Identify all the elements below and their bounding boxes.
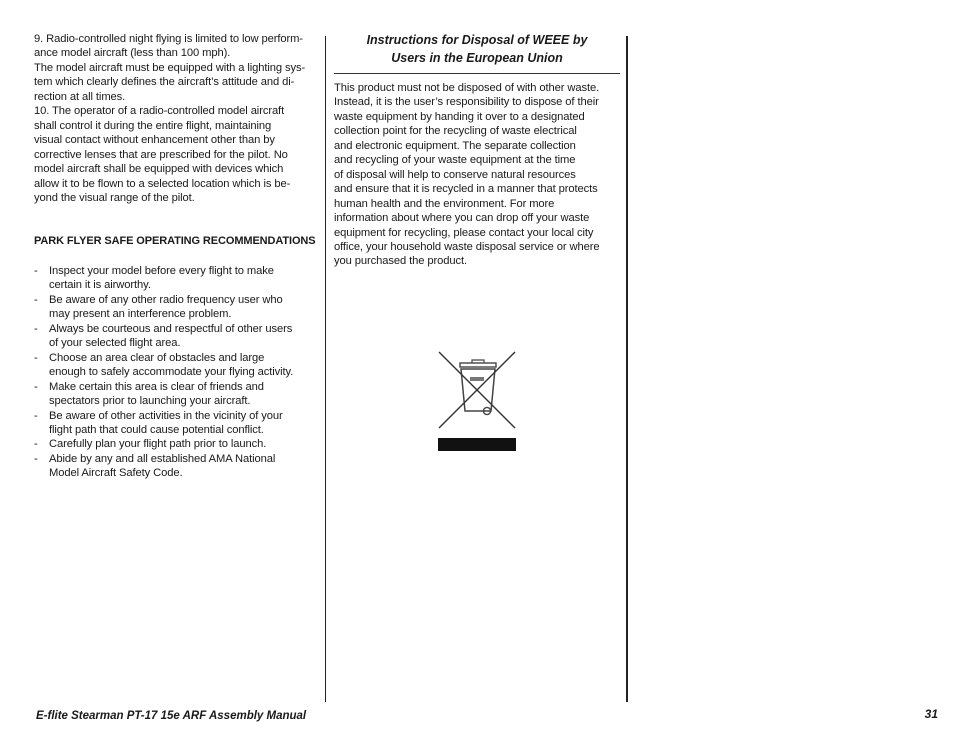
text-line: Instead, it is the user’s responsibility to dispose of their — [334, 96, 599, 109]
text-line: information about where you can drop off your waste — [334, 212, 590, 225]
text-line: The model aircraft must be equipped with a lighting sys- — [34, 61, 306, 74]
weee-heading-line: Instructions for Disposal of WEEE by — [366, 33, 588, 47]
text-line: shall control it during the entire flight, maintaining — [34, 119, 272, 132]
bullet-dash: - — [34, 293, 38, 306]
text-line: and electronic equipment. The separate collection — [334, 139, 576, 152]
weee-heading — [334, 32, 620, 67]
column-divider — [626, 36, 628, 702]
footer-manual-title: E-flite Stearman PT-17 15e ARF Assembly Manual — [36, 710, 307, 722]
left-column-text — [34, 32, 319, 205]
weee-body-text — [334, 81, 624, 269]
list-item — [34, 452, 324, 481]
page-number: 31 — [924, 707, 938, 721]
text-line: you purchased the product. — [334, 255, 467, 268]
text-line: model aircraft shall be equipped with devices which — [34, 163, 284, 176]
bullet-dash: - — [34, 452, 38, 465]
list-item-line: Abide by any and all established AMA National — [49, 452, 276, 465]
list-item-line: of your selected flight area. — [49, 337, 181, 350]
list-item-line: spectators prior to launching your aircraft. — [49, 395, 251, 408]
list-item — [34, 409, 324, 438]
bullet-dash: - — [34, 438, 38, 451]
list-item — [34, 322, 324, 351]
text-line: visual contact without enhancement other than by — [34, 134, 275, 147]
list-item — [34, 351, 324, 380]
list-item-line: flight path that could cause potential conflict. — [49, 423, 264, 436]
text-line: equipment for recycling, please contact your local city — [334, 226, 594, 239]
text-line: collection point for the recycling of waste electrical — [334, 125, 577, 138]
list-item-line: enough to safely accommodate your flying activity. — [49, 366, 294, 379]
text-line: corrective lenses that are prescribed for the pilot. No — [34, 148, 288, 161]
text-line: ance model aircraft (less than 100 mph). — [34, 47, 231, 60]
heading-rule — [334, 73, 620, 74]
recommendations-list — [34, 264, 324, 481]
list-item-line: Be aware of any other radio frequency user who — [49, 293, 283, 306]
bullet-dash: - — [34, 322, 38, 335]
column-divider — [325, 36, 326, 702]
list-item-line: Always be courteous and respectful of other users — [49, 322, 293, 335]
list-item — [34, 264, 324, 293]
list-item-line: Inspect your model before every flight to make — [49, 265, 274, 277]
list-item — [34, 437, 324, 451]
list-item-line: Be aware of other activities in the vicinity of your — [49, 409, 283, 422]
text-line: This product must not be disposed of with other waste. — [334, 82, 600, 94]
bullet-dash: - — [34, 265, 38, 277]
list-item-line: Model Aircraft Safety Code. — [49, 467, 183, 480]
park-flyer-heading: PARK FLYER SAFE OPERATING RECOMMENDATIONS — [34, 235, 316, 247]
bullet-dash: - — [34, 380, 38, 393]
text-line: human health and the environment. For more — [334, 197, 555, 210]
text-line: allow it to be flown to a selected location which is be- — [34, 177, 291, 190]
weee-heading-line: Users in the European Union — [391, 50, 563, 65]
list-item — [34, 293, 324, 322]
text-line: office, your household waste disposal service or where — [334, 240, 600, 253]
crossed-out-wheelie-bin-icon — [436, 349, 518, 453]
list-item-line: Make certain this area is clear of friends and — [49, 380, 264, 393]
list-item — [34, 380, 324, 409]
list-item-line: certain it is airworthy. — [49, 279, 151, 292]
list-item-line: Carefully plan your flight path prior to launch. — [49, 438, 267, 451]
text-line: of disposal will help to conserve natural resources — [334, 168, 576, 181]
bullet-dash: - — [34, 351, 38, 364]
text-line: rection at all times. — [34, 90, 126, 103]
text-line: 10. The operator of a radio-controlled model aircraft — [34, 105, 285, 118]
text-line: yond the visual range of the pilot. — [34, 191, 195, 204]
bullet-dash: - — [34, 409, 38, 422]
list-item-line: Choose an area clear of obstacles and large — [49, 351, 265, 364]
text-line: 9. Radio-controlled night flying is limited to low perform- — [34, 33, 303, 45]
text-line: waste equipment by handing it over to a designated — [334, 110, 585, 123]
text-line: and recycling of your waste equipment at the time — [334, 154, 576, 167]
list-item-line: may present an interference problem. — [49, 308, 232, 321]
text-line: tem which clearly defines the aircraft’s attitude and di- — [34, 76, 295, 89]
text-line: and ensure that it is recycled in a manner that protects — [334, 183, 598, 196]
